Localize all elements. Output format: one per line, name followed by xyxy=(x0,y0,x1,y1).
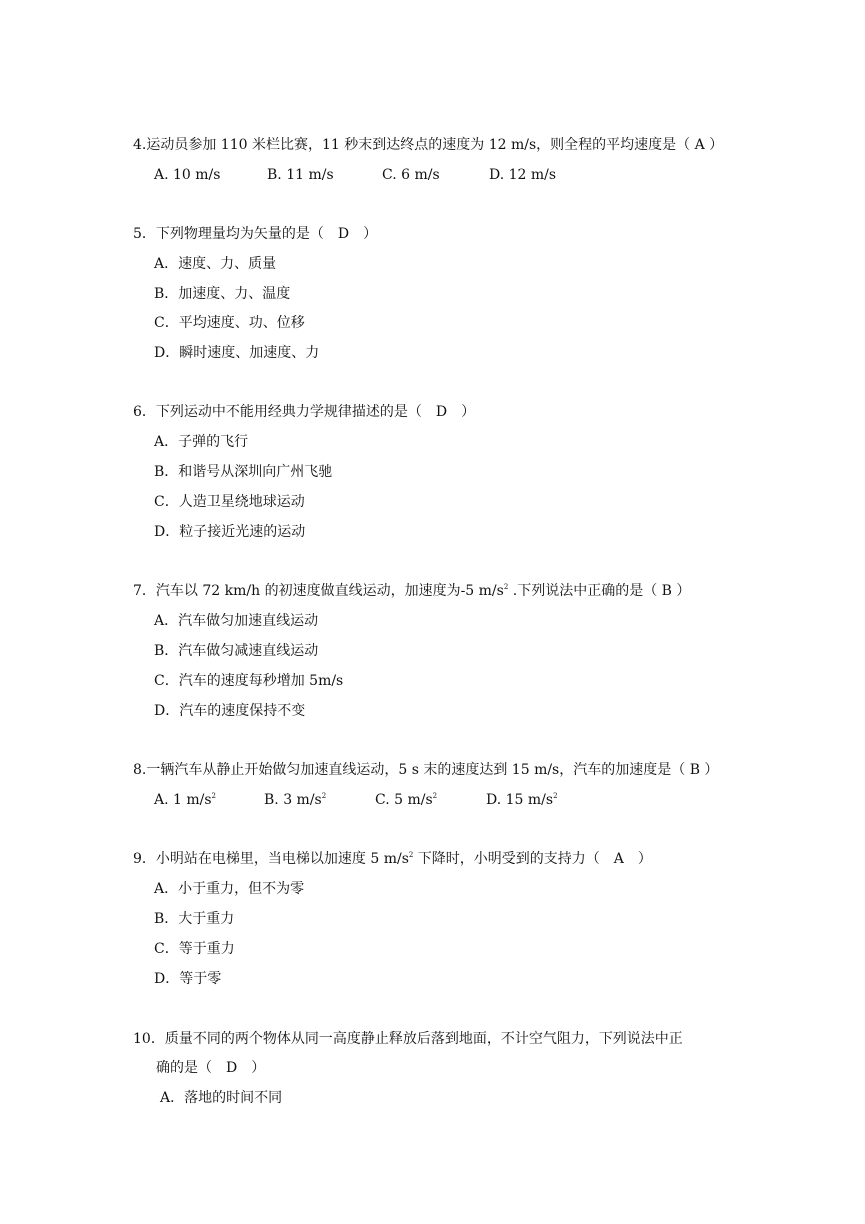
question-7-option-d: D．汽车的速度保持不变 xyxy=(154,703,306,719)
question-9-stem xyxy=(133,850,652,868)
question-6-option-c: C．人造卫星绕地球运动 xyxy=(154,494,305,510)
question-10-stem-line-1: 10．质量不同的两个物体从同一高度静止释放后落到地面，不计空气阻力，下列说法中正 xyxy=(133,1031,683,1047)
superscript: 2 xyxy=(408,851,414,859)
question-5-option-d: D．瞬时速度、加速度、力 xyxy=(154,345,320,361)
question-7-stem xyxy=(133,582,690,600)
superscript: 2 xyxy=(503,583,509,591)
option-a: A. 10 m/s xyxy=(154,167,221,183)
question-10-option-a: A．落地的时间不同 xyxy=(160,1090,283,1106)
question-5-option-a: A．速度、力、质量 xyxy=(154,256,277,272)
question-6-option-d: D．粒子接近光速的运动 xyxy=(154,524,306,540)
question-9-option-d: D．等于零 xyxy=(154,971,222,987)
question-6-stem: 6．下列运动中不能用经典力学规律描述的是（ D ） xyxy=(133,404,476,420)
option-d: D. 15 $m/s^2$ xyxy=(486,792,558,808)
question-6-option-a: A．子弹的飞行 xyxy=(154,434,249,450)
question-5-option-c: C．平均速度、功、位移 xyxy=(154,315,305,331)
question-8-options xyxy=(154,791,558,809)
question-4-stem: 4.运动员参加 110 米栏比赛，11 秒末到达终点的速度为 12 m/s，则全程的平均速度是（ A ） xyxy=(133,137,724,153)
question-7-option-a: A．汽车做匀加速直线运动 xyxy=(154,613,319,629)
option-b: B. 11 m/s xyxy=(267,167,334,183)
option-c: C. 5 $m/s^2$ xyxy=(375,792,438,808)
question-4-options xyxy=(154,166,556,184)
question-9-option-b: B．大于重力 xyxy=(154,911,235,927)
question-9-option-c: C．等于重力 xyxy=(154,941,235,957)
stem-text: 9．小明站在电梯里，当电梯以加速度 5 m/s xyxy=(133,851,409,867)
question-5-option-b: B．加速度、力、温度 xyxy=(154,286,291,302)
option-a: A. 1 $m/s^2$ xyxy=(154,792,217,808)
question-7-option-b: B．汽车做匀减速直线运动 xyxy=(154,643,319,659)
question-5-stem: 5．下列物理量均为矢量的是（ D ） xyxy=(133,226,378,242)
stem-text-end: .下列说法中正确的是（ B ） xyxy=(508,583,691,599)
option-d: D. 12 m/s xyxy=(489,167,557,183)
stem-text: 7．汽车以 72 km/h 的初速度做直线运动，加速度为-5 m/s xyxy=(133,583,504,599)
question-7-option-c: C．汽车的速度每秒增加 5m/s xyxy=(154,673,344,689)
question-8-stem: 8.一辆汽车从静止开始做匀加速直线运动，5 s 末的速度达到 15 m/s，汽车的加速度是（ B ） xyxy=(133,762,719,778)
option-b: B. 3 $m/s^2$ xyxy=(264,792,327,808)
option-c: C. 6 m/s xyxy=(382,167,440,183)
question-10-stem-line-2: 确的是（ D ） xyxy=(156,1060,266,1076)
question-6-option-b: B．和谐号从深圳向广州飞驰 xyxy=(154,464,333,480)
stem-text-end: 下降时，小明受到的支持力（ A ） xyxy=(413,851,652,867)
question-9-option-a: A．小于重力，但不为零 xyxy=(154,881,305,897)
